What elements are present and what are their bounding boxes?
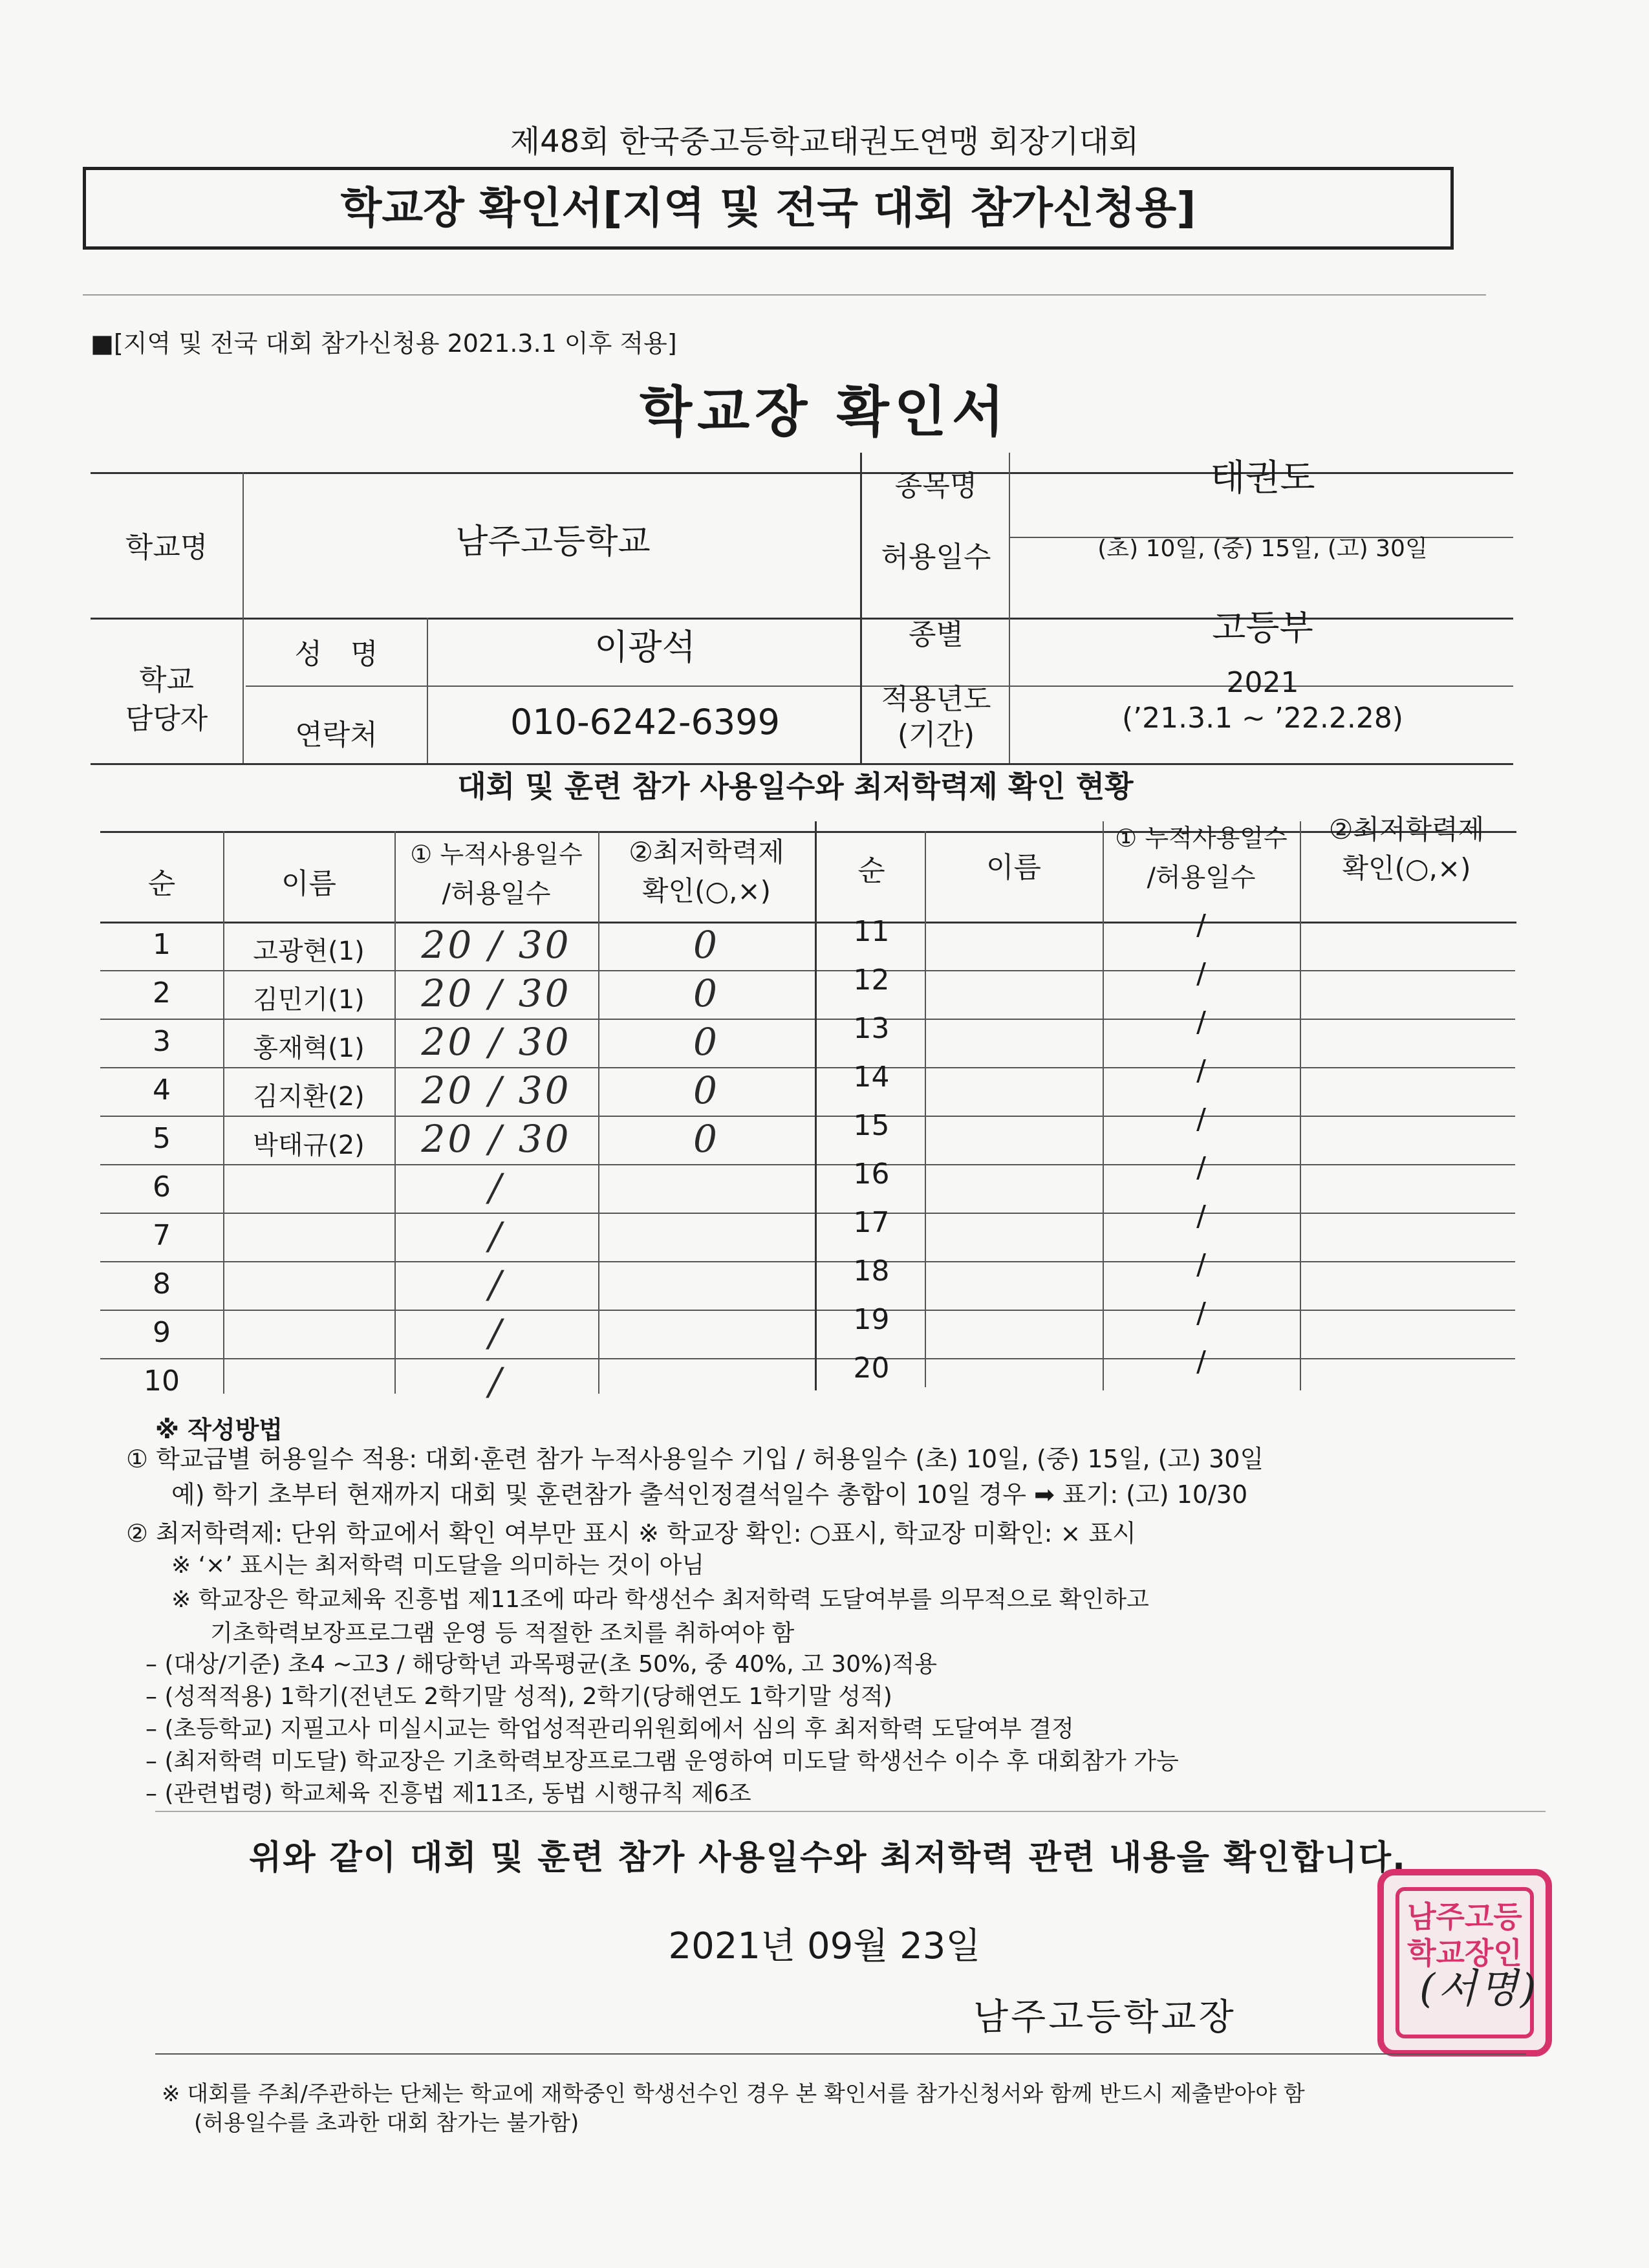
days-used: / [1196,1248,1206,1281]
row-number: 12 [853,964,890,997]
min-academic-check: 0 [693,923,720,967]
contact-person-label-1: 학교 [138,664,194,697]
col-days-left-2: /허용일수 [442,879,551,909]
min-academic-check: 0 [693,1068,720,1112]
col-check-right-1: ②최저학력제 [1328,814,1485,845]
name-value: 이광석 [594,627,696,667]
student-name: 홍재혁(1) [253,1033,365,1063]
main-title: 학교장 확인서 [639,380,1010,444]
col-name-left: 이름 [281,867,336,900]
division-value: 고등부 [1212,607,1313,648]
instruction-line: ※ 학교장은 학교체육 진흥법 제11조에 따라 학생선수 최저학력 도달여부를 의무적으로 확인하고 [171,1586,1149,1613]
student-name: 박태규(2) [253,1130,365,1160]
signature: (서명) [1419,1965,1539,2012]
instruction-line: ① 학교급별 허용일수 적용: 대회·훈련 참가 누적사용일수 기입 / 허용일수 (초) 10일, (중) 15일, (고) 30일 [126,1445,1264,1473]
row-number: 14 [853,1061,890,1094]
min-academic-check: 0 [693,971,720,1015]
year-value-2: (’21.3.1 ~ ’22.2.28) [1121,702,1404,735]
instruction-line: 예) 학기 초부터 현재까지 대회 및 훈련참가 출석인정결석일수 총합이 10일 경우 ➡ 표기: (고) 10/30 [171,1480,1248,1509]
days-used: / [488,1214,504,1258]
sport-label: 종목명 [894,470,978,502]
row-number: 11 [853,915,890,948]
event-title: 제48회 한국중고등학교태권도연맹 회장기대회 [510,124,1139,160]
phone-value: 010-6242-6399 [510,702,780,742]
phone-label: 연락처 [295,718,378,751]
row-number: 17 [853,1206,890,1239]
allowed-days-label: 허용일수 [881,541,991,574]
year-label-2: (기간) [897,718,975,751]
col-no-left: 순 [147,867,176,900]
instruction-line: – (관련법령) 학교체육 진흥법 제11조, 동법 시행규칙 제6조 [146,1780,751,1807]
days-used: / [488,1165,504,1209]
instruction-line: 기초학력보장프로그램 운영 등 적절한 조치를 취하여야 함 [210,1620,795,1647]
days-used: / [1196,1297,1206,1330]
days-used: 20 / 30 [421,1068,572,1112]
days-used: / [1196,1054,1206,1087]
school-value: 남주고등학교 [455,523,651,561]
divider [155,2053,1526,2055]
instruction-line: ※ ‘×’ 표시는 최저학력 미도달을 의미하는 것이 아님 [171,1552,705,1579]
note-top: ■[지역 및 전국 대회 참가신청용 2021.3.1 이후 적용] [91,329,677,358]
row-number: 13 [853,1012,890,1045]
instruction-line: ② 최저학력제: 단위 학교에서 확인 여부만 표시 ※ 학교장 확인: ○표시, 학교장 미확인: × 표시 [126,1519,1136,1548]
min-academic-check: 0 [693,1117,720,1161]
section-title: 대회 및 훈련 참가 사용일수와 최저학력제 확인 현황 [457,769,1134,804]
min-academic-check: 0 [693,1020,720,1064]
boxed-title: 학교장 확인서[지역 및 전국 대회 참가신청용] [340,183,1196,233]
boxed-title-frame [83,167,1454,250]
days-used: / [1196,1103,1206,1136]
issue-date: 2021년 09월 23일 [668,1925,981,1967]
division-label: 종별 [908,618,964,651]
col-name-right: 이름 [986,851,1041,884]
student-name: 김지환(2) [253,1082,365,1112]
row-number: 9 [153,1316,171,1349]
year-value-1: 2021 [1226,666,1299,699]
instruction-line: – (성적적용) 1학기(전년도 2학기말 성적), 2학기(당해연도 1학기말 성적) [146,1683,892,1710]
instruction-line: – (최저학력 미도달) 학교장은 기초학력보장프로그램 운영하여 미도달 학생선수 이수 후 대회참가 가능 [146,1748,1179,1775]
days-used: 20 / 30 [421,923,572,967]
instruction-line: – (초등학교) 지필고사 미실시교는 학업성적관리위원회에서 심의 후 최저학력 도달여부 결정 [146,1716,1074,1742]
allowed-days-value: (초) 10일, (중) 15일, (고) 30일 [1097,535,1428,562]
days-used: / [1196,1006,1206,1039]
days-used: 20 / 30 [421,1020,572,1064]
signer-name: 남주고등학교장 [973,1996,1236,2038]
days-used: 20 / 30 [421,1117,572,1161]
col-check-left-1: ②최저학력제 [629,836,784,868]
school-label: 학교명 [125,531,208,564]
instruction-line: – (대상/기준) 초4 ~고3 / 해당학년 과목평균(초 50%, 중 40%, 고 30%)적용 [146,1651,937,1678]
days-used: / [1196,1345,1206,1378]
days-used: / [1196,1151,1206,1184]
row-number: 5 [153,1122,171,1155]
row-number: 8 [153,1268,171,1301]
row-number: 7 [153,1219,171,1252]
divider [155,1811,1546,1812]
col-no-right: 순 [857,854,885,887]
days-used: / [1196,957,1206,990]
footer-note-1: ※ 대회를 주최/주관하는 단체는 학교에 재학중인 학생선수인 경우 본 확인서를 참가신청서와 함께 반드시 제출받아야 함 [162,2081,1305,2107]
col-days-left-1: ① 누적사용일수 [410,840,583,869]
col-check-left-2: 확인(○,×) [641,875,771,907]
days-used: / [488,1359,504,1403]
instructions-heading: ※ 작성방법 [155,1416,283,1444]
col-days-right-1: ① 누적사용일수 [1115,824,1288,852]
row-number: 2 [153,977,171,1010]
row-number: 20 [853,1352,890,1385]
days-used: / [1196,909,1206,942]
sport-value: 태권도 [1210,457,1315,499]
row-number: 18 [853,1255,890,1288]
row-number: 3 [153,1025,171,1058]
days-used: / [488,1311,504,1355]
student-name: 고광현(1) [253,936,365,966]
row-number: 10 [144,1365,180,1398]
row-number: 19 [853,1303,890,1336]
row-number: 4 [153,1074,171,1107]
days-used: / [488,1262,504,1306]
row-number: 6 [153,1171,171,1204]
year-label-1: 적용년도 [881,683,991,716]
row-number: 15 [853,1109,890,1142]
row-number: 1 [153,928,171,961]
seal-text: 남주고등학교장인 [1407,1899,1522,1971]
name-label: 성 명 [294,638,378,671]
contact-person-label-2: 담당자 [125,702,208,735]
footer-note-2: (허용일수를 초과한 대회 참가는 불가함) [194,2110,579,2136]
col-days-right-2: /허용일수 [1147,863,1256,892]
days-used: / [1196,1200,1206,1233]
row-number: 16 [853,1158,890,1191]
student-name: 김민기(1) [253,985,365,1015]
confirmation-statement: 위와 같이 대회 및 훈련 참가 사용일수와 최저학력 관련 내용을 확인합니다. [249,1839,1406,1877]
divider [83,294,1486,296]
col-check-right-2: 확인(○,×) [1342,852,1471,884]
days-used: 20 / 30 [421,971,572,1015]
